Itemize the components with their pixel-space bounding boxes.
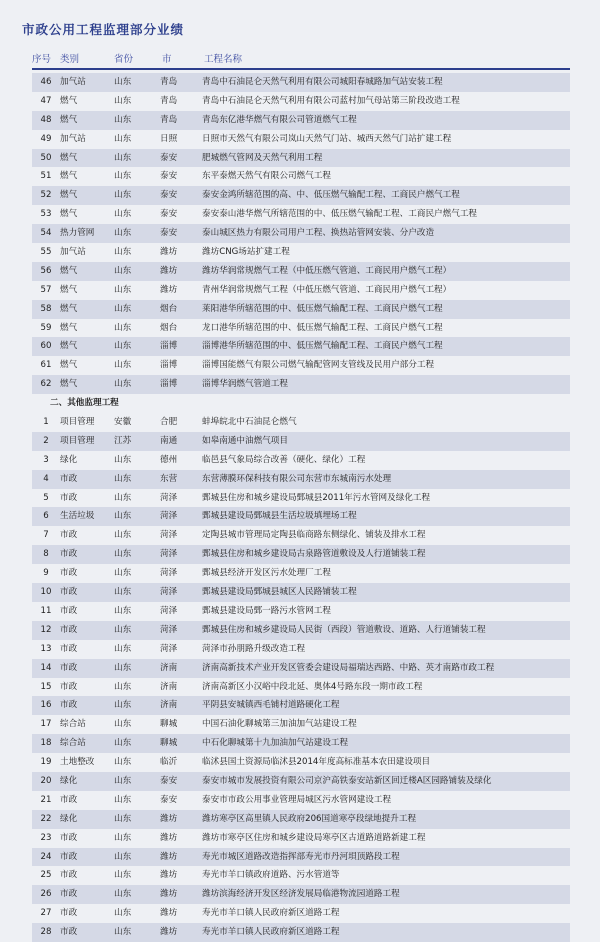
row-city: 淄博	[160, 379, 178, 390]
row-category: 加气站	[60, 77, 86, 87]
row-category: 加气站	[60, 247, 86, 258]
table-row	[32, 564, 570, 583]
row-project-name: 寿光市城区道路改造指挥部寿光市丹河垻顶路段工程	[202, 851, 400, 862]
row-project-name: 鄄城县住房和城乡建设局鄄城县2011年污水管网及绿化工程	[202, 492, 431, 503]
row-category: 市政	[60, 851, 78, 862]
row-number: 8	[43, 549, 49, 560]
row-city: 聊城	[160, 719, 178, 730]
row-category: 燃气	[60, 209, 78, 220]
row-number: 11	[40, 605, 52, 616]
row-city: 泰安	[160, 209, 178, 220]
table-row	[32, 413, 570, 432]
table-row	[32, 696, 570, 715]
row-city: 潍坊	[160, 889, 178, 900]
row-city: 菏泽	[160, 605, 178, 616]
table-row	[32, 526, 570, 545]
row-project-name: 潍坊华润常规燃气工程（中低压燃气管道、工商民用户燃气工程）	[202, 265, 452, 276]
row-number: 54	[40, 228, 52, 239]
row-project-name: 鄄城县建设局鄄城县生活垃圾填埋场工程	[202, 511, 357, 522]
row-project-name: 济南高新技术产业开发区管委会建设局福瑞达西路、中路、英才南路市政工程	[202, 662, 495, 673]
table-row	[32, 904, 570, 923]
row-number: 12	[40, 624, 52, 635]
row-province: 山东	[114, 587, 132, 598]
row-province: 山东	[114, 247, 132, 258]
row-city: 德州	[160, 454, 178, 465]
project-table	[32, 73, 570, 942]
row-city: 济南	[160, 681, 178, 692]
row-category: 市政	[60, 700, 78, 711]
row-number: 56	[40, 265, 52, 276]
row-city: 南通	[160, 435, 178, 446]
row-province: 山东	[114, 322, 132, 333]
row-number: 59	[40, 322, 52, 333]
row-category: 市政	[60, 568, 78, 579]
row-province: 山东	[114, 643, 132, 654]
table-row	[32, 337, 570, 356]
row-project-name: 蚌埠皖北中石油昆仑燃气	[202, 417, 297, 428]
row-city: 日照	[160, 133, 178, 144]
row-category: 燃气	[60, 379, 78, 390]
row-number: 62	[40, 379, 52, 390]
row-category: 综合站	[60, 738, 86, 749]
table-row	[32, 866, 570, 885]
row-category: 绿化	[60, 775, 78, 786]
row-project-name: 鄄城县建设局鄄城县城区人民路铺装工程	[202, 587, 357, 598]
row-project-name: 潍坊滨海经济开发区经济发展局临港物流园道路工程	[202, 889, 400, 900]
row-city: 青岛	[160, 77, 178, 87]
row-province: 山东	[114, 908, 132, 919]
row-city: 潍坊	[160, 284, 178, 295]
row-province: 山东	[114, 284, 132, 295]
row-category: 燃气	[60, 152, 78, 163]
table-row	[32, 92, 570, 111]
table-row	[32, 734, 570, 753]
row-city: 潍坊	[160, 908, 178, 919]
row-project-name: 淄博港华所辖范围的中、低压燃气输配工程、工商民户燃气工程	[202, 341, 443, 352]
row-city: 烟台	[160, 322, 178, 333]
row-number: 6	[43, 511, 49, 522]
section-title: 二、其他监理工程	[50, 398, 119, 409]
row-city: 菏泽	[160, 511, 178, 522]
row-project-name: 潍坊市寒亭区住房和城乡建设局寒亭区古道路道路新建工程	[202, 832, 426, 843]
row-number: 61	[40, 360, 52, 371]
row-category: 市政	[60, 643, 78, 654]
table-row	[32, 149, 570, 168]
row-number: 16	[40, 700, 52, 711]
row-project-name: 鄄城县住房和城乡建设局古泉路管道敷设及人行道铺装工程	[202, 549, 426, 560]
row-category: 市政	[60, 908, 78, 919]
row-province: 山东	[114, 190, 132, 201]
row-category: 市政	[60, 889, 78, 900]
table-row	[32, 167, 570, 186]
row-province: 山东	[114, 889, 132, 900]
row-city: 东营	[160, 473, 178, 484]
row-project-name: 日照市天然气有限公司岚山天然气门站、城西天然气门站扩建工程	[202, 133, 452, 144]
table-row	[32, 848, 570, 867]
row-project-name: 泰安金鸿所辖范围的高、中、低压燃气输配工程、工商民户燃气工程	[202, 190, 460, 201]
row-city: 泰安	[160, 228, 178, 239]
row-province: 山东	[114, 228, 132, 239]
page-title: 市政公用工程监理部分业绩	[22, 22, 185, 37]
row-province: 山东	[114, 454, 132, 465]
row-province: 山东	[114, 568, 132, 579]
row-category: 燃气	[60, 303, 78, 314]
row-project-name: 青岛中石油昆仑天然气利用有限公司蓝村加气母站第三阶段改造工程	[202, 95, 460, 106]
row-city: 泰安	[160, 794, 178, 805]
row-category: 燃气	[60, 171, 78, 182]
row-province: 山东	[114, 492, 132, 503]
row-project-name: 青岛东亿港华燃气有限公司管道燃气工程	[202, 114, 357, 125]
row-province: 山东	[114, 794, 132, 805]
row-project-name: 平阴县安城镇西毛铺村道路硬化工程	[202, 700, 340, 711]
table-row	[32, 545, 570, 564]
row-province: 山东	[114, 738, 132, 749]
table-row	[32, 507, 570, 526]
row-province: 山东	[114, 775, 132, 786]
row-number: 3	[43, 454, 49, 465]
row-category: 市政	[60, 832, 78, 843]
row-province: 山东	[114, 133, 132, 144]
row-project-name: 鄄城县住房和城乡建设局人民街（西段）管道敷设、道路、人行道铺装工程	[202, 624, 486, 635]
row-project-name: 中石化聊城第十九加油加气站建设工程	[202, 738, 349, 749]
table-row	[32, 489, 570, 508]
row-city: 菏泽	[160, 549, 178, 560]
row-number: 55	[40, 247, 52, 258]
row-category: 综合站	[60, 719, 86, 730]
row-province: 山东	[114, 662, 132, 673]
table-row	[32, 243, 570, 262]
row-category: 市政	[60, 870, 78, 881]
table-row	[32, 810, 570, 829]
row-category: 土地整改	[60, 757, 95, 768]
table-row	[32, 205, 570, 224]
row-category: 项目管理	[60, 417, 95, 428]
row-number: 25	[40, 870, 52, 881]
row-project-name: 肥城燃气管网及天然气利用工程	[202, 152, 323, 163]
row-city: 菏泽	[160, 587, 178, 598]
row-category: 市政	[60, 662, 78, 673]
row-province: 山东	[114, 473, 132, 484]
row-number: 21	[40, 794, 52, 805]
row-number: 2	[43, 435, 49, 446]
row-category: 市政	[60, 530, 78, 541]
row-city: 临沂	[160, 757, 178, 768]
row-number: 52	[40, 190, 52, 201]
row-province: 山东	[114, 303, 132, 314]
row-province: 山东	[114, 549, 132, 560]
row-number: 53	[40, 209, 52, 220]
row-city: 青岛	[160, 114, 178, 125]
row-category: 生活垃圾	[60, 511, 95, 522]
row-number: 1	[43, 417, 49, 428]
row-province: 山东	[114, 605, 132, 616]
row-category: 热力管网	[60, 228, 95, 239]
row-city: 聊城	[160, 738, 178, 749]
row-city: 泰安	[160, 775, 178, 786]
row-project-name: 泰山城区热力有限公司用户工程、换热站管网安装、分户改造	[202, 228, 435, 239]
row-project-name: 临邑县气象局综合改善（硬化、绿化）工程	[202, 454, 366, 465]
row-number: 9	[43, 568, 49, 579]
table-header	[32, 51, 592, 65]
row-province: 山东	[114, 927, 132, 938]
row-number: 48	[40, 114, 52, 125]
row-project-name: 潍坊CNG场站扩建工程	[202, 247, 290, 258]
row-project-name: 潍坊寒亭区高里镇人民政府206国道寒亭段绿地提升工程	[202, 813, 417, 824]
row-number: 5	[43, 492, 49, 503]
row-number: 51	[40, 171, 52, 182]
row-project-name: 济南高新区小汉峪中段北延、奥体4号路东段一期市政工程	[202, 681, 423, 692]
row-project-name: 寿光市羊口镇人民政府新区道路工程	[202, 927, 340, 938]
row-city: 潍坊	[160, 851, 178, 862]
table-row	[32, 451, 570, 470]
row-number: 20	[40, 775, 52, 786]
table-row	[32, 659, 570, 678]
row-category: 燃气	[60, 322, 78, 333]
row-project-name: 寿光市羊口镇政府道路、污水管道等	[202, 870, 340, 881]
table-row	[32, 621, 570, 640]
row-number: 14	[40, 662, 52, 673]
row-province: 山东	[114, 624, 132, 635]
row-project-name: 青州华润常规燃气工程（中低压燃气管道、工商民用户燃气工程）	[202, 284, 452, 295]
row-category: 市政	[60, 624, 78, 635]
row-province: 山东	[114, 813, 132, 824]
row-project-name: 寿光市羊口镇人民政府新区道路工程	[202, 908, 340, 919]
row-province: 山东	[114, 511, 132, 522]
row-province: 山东	[114, 171, 132, 182]
row-number: 50	[40, 152, 52, 163]
header-no: 序号	[32, 54, 52, 65]
table-row	[32, 583, 570, 602]
row-project-name: 泰安泰山港华燃气所辖范围的中、低压燃气输配工程、工商民户燃气工程	[202, 209, 478, 220]
row-project-name: 泰安市城市发展投资有限公司京沪高铁泰安站新区回迁楼A区园路铺装及绿化	[202, 775, 492, 786]
table-row	[32, 791, 570, 810]
row-category: 市政	[60, 681, 78, 692]
row-province: 山东	[114, 851, 132, 862]
table-row	[32, 753, 570, 772]
row-city: 潍坊	[160, 870, 178, 881]
row-province: 山东	[114, 95, 132, 106]
row-project-name: 定陶县城市管理局定陶县临商路东侧绿化、铺装及排水工程	[202, 530, 426, 541]
row-category: 市政	[60, 549, 78, 560]
row-number: 19	[40, 757, 52, 768]
row-number: 46	[40, 77, 52, 87]
row-city: 潍坊	[160, 813, 178, 824]
row-city: 青岛	[160, 95, 178, 106]
table-row	[32, 375, 570, 394]
row-province: 山东	[114, 700, 132, 711]
row-project-name: 龙口港华所辖范围的中、低压燃气输配工程、工商民户燃气工程	[202, 322, 443, 333]
table-row	[32, 356, 570, 375]
header-category: 类别	[60, 54, 80, 65]
row-category: 绿化	[60, 813, 78, 824]
row-number: 4	[43, 473, 49, 484]
row-city: 潍坊	[160, 265, 178, 276]
row-province: 山东	[114, 719, 132, 730]
row-number: 60	[40, 341, 52, 352]
row-province: 山东	[114, 530, 132, 541]
row-project-name: 淄博华润燃气管道工程	[202, 379, 288, 390]
table-row	[32, 319, 570, 338]
row-category: 市政	[60, 492, 78, 503]
row-category: 燃气	[60, 95, 78, 106]
row-category: 燃气	[60, 190, 78, 201]
row-city: 菏泽	[160, 643, 178, 654]
row-category: 燃气	[60, 265, 78, 276]
table-row	[32, 432, 570, 451]
row-province: 江苏	[114, 435, 132, 446]
row-category: 燃气	[60, 341, 78, 352]
table-row	[32, 262, 570, 281]
row-city: 淄博	[160, 360, 178, 371]
row-project-name: 东平泰燃天然气有限公司燃气工程	[202, 171, 331, 182]
row-project-name: 青岛中石油昆仑天然气利用有限公司城阳春城路加气站安装工程	[202, 77, 443, 87]
row-category: 加气站	[60, 133, 86, 144]
row-project-name: 鄄城县建设局鄄一路污水管网工程	[202, 605, 331, 616]
row-province: 山东	[114, 360, 132, 371]
row-project-name: 莱阳港华所辖范围的中、低压燃气输配工程、工商民户燃气工程	[202, 303, 443, 314]
row-city: 泰安	[160, 171, 178, 182]
row-category: 绿化	[60, 454, 78, 465]
row-number: 49	[40, 133, 52, 144]
row-number: 18	[40, 738, 52, 749]
table-row	[32, 678, 570, 697]
row-city: 潍坊	[160, 832, 178, 843]
row-province: 山东	[114, 152, 132, 163]
other-projects-group	[32, 413, 570, 942]
row-number: 10	[40, 587, 52, 598]
row-project-name: 泰安市市政公用事业管理局城区污水管网建设工程	[202, 794, 392, 805]
row-project-name: 淄博国能燃气有限公司燃气输配管网支管线及民用户部分工程	[202, 360, 435, 371]
table-row	[32, 640, 570, 659]
table-row	[32, 772, 570, 791]
row-number: 17	[40, 719, 52, 730]
table-row	[32, 923, 570, 942]
table-row	[32, 715, 570, 734]
row-city: 济南	[160, 662, 178, 673]
row-number: 7	[43, 530, 49, 541]
table-row	[32, 224, 570, 243]
row-project-name: 中国石油化聊城第三加油加气站建设工程	[202, 719, 357, 730]
row-province: 山东	[114, 341, 132, 352]
row-project-name: 如皋南通中油燃气项目	[202, 435, 288, 446]
row-province: 安徽	[114, 417, 132, 428]
row-province: 山东	[114, 265, 132, 276]
table-row	[32, 470, 570, 489]
row-number: 26	[40, 889, 52, 900]
row-category: 燃气	[60, 114, 78, 125]
row-province: 山东	[114, 114, 132, 125]
table-row	[32, 281, 570, 300]
header-city: 市	[162, 54, 172, 65]
row-number: 24	[40, 851, 52, 862]
row-province: 山东	[114, 77, 132, 87]
row-project-name: 菏泽市孙朋路升级改造工程	[202, 643, 306, 654]
row-number: 15	[40, 681, 52, 692]
row-category: 项目管理	[60, 435, 95, 446]
row-city: 泰安	[160, 152, 178, 163]
header-name: 工程名称	[204, 54, 243, 65]
row-city: 潍坊	[160, 247, 178, 258]
row-province: 山东	[114, 757, 132, 768]
row-category: 市政	[60, 587, 78, 598]
row-city: 济南	[160, 700, 178, 711]
header-divider	[32, 68, 570, 70]
row-number: 58	[40, 303, 52, 314]
row-number: 57	[40, 284, 52, 295]
row-project-name: 鄄城县经济开发区污水处理厂工程	[202, 568, 331, 579]
row-category: 燃气	[60, 284, 78, 295]
table-row	[32, 602, 570, 621]
row-city: 菏泽	[160, 530, 178, 541]
row-number: 28	[40, 927, 52, 938]
row-number: 22	[40, 813, 52, 824]
table-row	[32, 300, 570, 319]
row-category: 燃气	[60, 360, 78, 371]
table-row	[32, 186, 570, 205]
row-city: 潍坊	[160, 927, 178, 938]
gas-projects-group	[32, 73, 570, 394]
row-province: 山东	[114, 832, 132, 843]
row-city: 菏泽	[160, 624, 178, 635]
row-category: 市政	[60, 794, 78, 805]
row-city: 烟台	[160, 303, 178, 314]
row-number: 27	[40, 908, 52, 919]
row-province: 山东	[114, 209, 132, 220]
table-row	[32, 130, 570, 149]
table-row	[32, 885, 570, 904]
row-province: 山东	[114, 379, 132, 390]
row-number: 23	[40, 832, 52, 843]
header-province: 省份	[114, 54, 134, 65]
row-province: 山东	[114, 870, 132, 881]
table-row	[32, 73, 570, 92]
row-city: 淄博	[160, 341, 178, 352]
row-province: 山东	[114, 681, 132, 692]
row-project-name: 东营薄膜环保科技有限公司东营市东城南污水处理	[202, 473, 392, 484]
row-number: 13	[40, 643, 52, 654]
row-category: 市政	[60, 473, 78, 484]
table-row	[32, 111, 570, 130]
row-city: 菏泽	[160, 492, 178, 503]
row-category: 市政	[60, 927, 78, 938]
row-number: 47	[40, 95, 52, 106]
row-project-name: 临沭县国土资源局临沭县2014年度高标准基本农田建设项目	[202, 757, 431, 768]
row-city: 合肥	[160, 417, 178, 428]
row-city: 泰安	[160, 190, 178, 201]
row-category: 市政	[60, 605, 78, 616]
row-city: 菏泽	[160, 568, 178, 579]
